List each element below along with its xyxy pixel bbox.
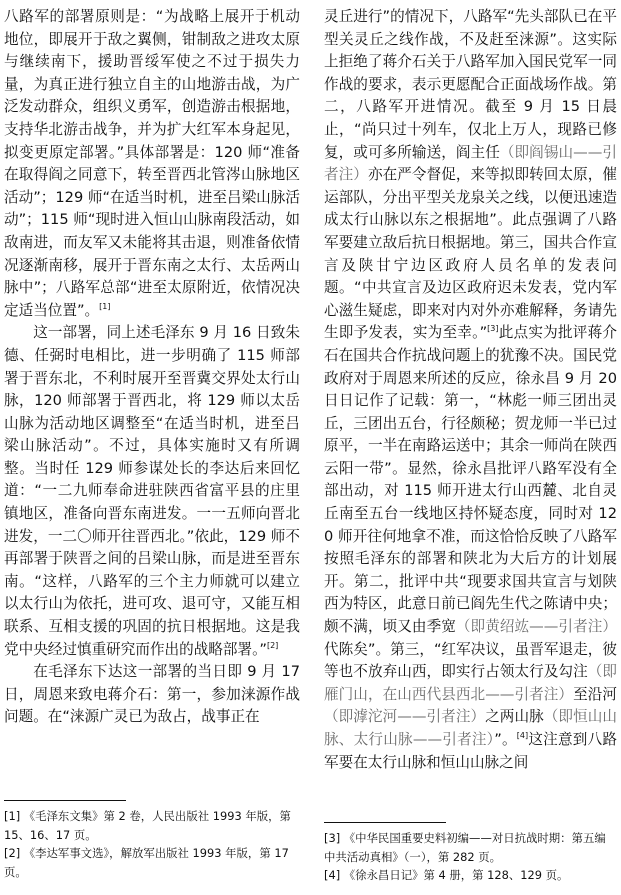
paragraph-text: 灵丘进行”的情况下，八路军“先头部队已在平型关灵丘之线作战，不及赶至涞源”。这实际上拒绝了蒋介石关于八路军加入国民党军一同作战的要求，表示更愿配合正面战场作战。第二，八路军开进情况。截至 9 月 15 日晨止，“尚只过十列车，仅北上万人，现路已修复，或可多所输送，阎主任 (324, 8, 617, 161)
paragraph-text: 代陈矣”。第三，“红军决议，虽晋军退走，彼等也不放弃山西，即实行占领太行及勾注 (324, 640, 617, 681)
footnote-ref[interactable]: [4] (516, 731, 529, 741)
paragraph-text: 至沿河 (573, 685, 617, 703)
footnote-divider (324, 822, 446, 823)
paragraph-text: ”。 (494, 731, 517, 748)
paragraph-text: 八路军的部署原则是：“为战略上展开于机动地位，即展开于敌之翼侧，钳制敌之进攻太原与继续南下，援助晋绥军使之不过于损失力量，为真正进行独立自主的山地游击战，为广泛发动群众，组织义勇军，创造游击根据地，支持华北游击战争，并为扩大红军本身起见，拟变更原定部署。”具体部署是：120 师“准备在取得阎之同意下，转至晋西北管涔山脉地区活动”；129 师“在适当时机，进至吕梁山脉活动”；115 师“现时进入恒山山脉南段活动，如敌南进，而友军又未能将其击退，则准备依情况逐渐南移，展开于晋东南之太行、太岳两山脉中”；八路军总部“进至太原附近，依情况决定适当位置”。 (4, 8, 300, 319)
editor-note: （即恒山山脉、太行山脉——引者注） (324, 708, 617, 748)
footnote-ref[interactable]: [3] (487, 324, 499, 334)
paragraph-text: 在毛泽东下达这一部署的当日即 9 月 17 日，周恩来致电蒋介石：第一，参加涞源作战问题。在“涞源广灵已为敌占，战事正在 (4, 663, 300, 726)
footnote-ref[interactable]: [1] (99, 301, 111, 311)
editor-note: （即雁门山，在山西代县西北——引者注） (324, 663, 617, 703)
right-column (324, 6, 617, 774)
footnote-ref[interactable]: [2] (266, 640, 279, 650)
paragraph-text: 这注意到八路军要在太行山脉和恒山山脉之间 (324, 731, 617, 771)
paragraph (4, 661, 300, 729)
paragraph-text: 之两山脉 (485, 708, 544, 726)
paragraph (4, 322, 300, 661)
footnote: [1] 《毛泽东文集》第 2 卷，人民出版社 1993 年版，第 15、16、17 页。 (4, 809, 291, 842)
footnote-divider (4, 800, 126, 801)
footnotes-left (4, 807, 300, 881)
editor-note: （即阎锡山——引者注） (324, 143, 617, 184)
left-column (4, 6, 300, 729)
footnote: [4] 《徐永昌日记》第 4 册，第 128、129 页。 (324, 868, 569, 882)
footnote: [2] 《李达军事文选》，解放军出版社 1993 年版，第 17 页。 (4, 846, 289, 879)
editor-note: （即黄绍竑——引者注） (455, 618, 617, 636)
paragraph-text: 此点实为批评蒋介石在国共合作抗战问题上的犹豫不决。国民党政府对于周恩来所述的反应，徐永昌 9 月 20 日日记作了记载：第一，“林彪一师三团出灵丘，三团出五台，行径颇秘；贺龙师一半已过原平，一半在南路运送中；其余一师尚在陕西云阳一带”。显然，徐永昌批评八路军没有全部出动，对 115 师开进太行山西麓、北自灵丘南至五台一线地区持怀疑态度，同时对 120 师开往何地拿不准，而这恰恰反映了八路军按照毛泽东的部署和陕北为大后方的计划展开。第二，批评中共“现要求国共宣言与划陕西为特区，此意日前已阎先生代之陈请中央；颇不满，顷又由季宽 (324, 324, 617, 636)
footnotes-right (324, 829, 617, 885)
paragraph (4, 6, 300, 322)
paragraph-text: 这一部署，同上述毛泽东 9 月 16 日致朱德、任弼时电相比，进一步明确了 115 师部署于晋东北，不利时展开至晋冀交界处太行山脉，120 师部署于晋西北，将 129 师以太岳山脉为活动地区调整至“在适当时机，进至吕梁山脉活动”。不过，具体实施时又有所调整。当时任 129 师参谋处长的李达后来回忆道：“一二九师奉命进驻陕西省富平县的庄里镇地区，准备向晋东南进发。一一五师向晋北进发，一二〇师开往晋西北。”依此，129 师不再部署于陕晋之间的吕梁山脉，而是进至晋东南。“这样，八路军的三个主力师就可以建立以太行山为依托，进可攻、退可守，又能互相联系、互相支援的巩固的抗日根据地。这是我党中央经过慎重研究而作出的战略部署。” (4, 324, 300, 658)
paragraph-text: 亦在严令督促，来等拟即转回太原，催运部队，分出平型关龙泉关之线，以便迅速造成太行山脉以东之根据地”。此点强调了八路军要建立敌后抗日根据地。第三，国共合作宣言及陕甘宁边区政府人员名单的发表问题。“中共宣言及边区政府迟未发表，党内军心滋生疑虑，即来对内对外亦难解释，务请先生即予发表，实为至幸。” (324, 166, 617, 342)
paragraph (324, 6, 617, 774)
footnote: [3] 《中华民国重要史料初编——对日抗战时期：第五编中共活动真相》（一），第 282 页。 (324, 831, 606, 864)
editor-note: （即滹沱河——引者注） (324, 708, 486, 726)
